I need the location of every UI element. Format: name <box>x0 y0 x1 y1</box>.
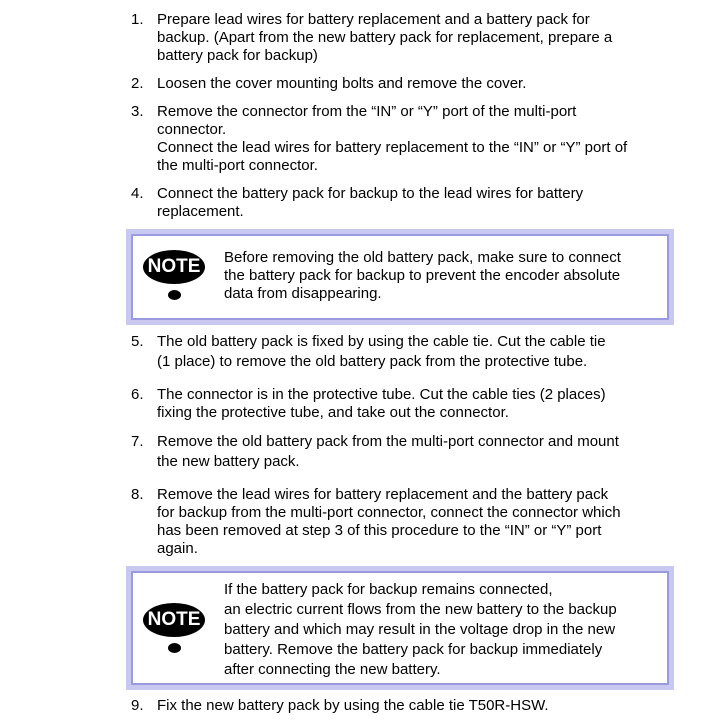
step-number: 7. <box>131 433 144 450</box>
step-number: 2. <box>131 75 144 92</box>
step-text: Remove the old battery pack from the multi-port connector and mount <box>157 433 619 450</box>
step-text: Remove the connector from the “IN” or “Y” port of the multi-port <box>157 103 577 120</box>
note-text: battery. Remove the battery pack for backup immediately <box>224 641 603 658</box>
note-box <box>126 229 674 325</box>
note-icon-label: NOTE <box>147 256 201 277</box>
step-text: has been removed at step 3 of this procedure to the “IN” or “Y” port <box>157 522 602 539</box>
step-number: 8. <box>131 486 144 503</box>
step-text: again. <box>157 540 198 557</box>
step-number: 1. <box>131 11 144 28</box>
step-text: fixing the protective tube, and take out the connector. <box>157 404 509 421</box>
note-icon <box>143 603 207 661</box>
step-text: Fix the new battery pack by using the cable tie T50R-HSW. <box>157 697 549 714</box>
note-text: If the battery pack for backup remains connected, <box>224 581 553 598</box>
step-text: Connect the lead wires for battery replacement to the “IN” or “Y” port of <box>157 139 628 156</box>
step-text: battery pack for backup) <box>157 47 318 64</box>
step-number: 5. <box>131 333 144 350</box>
step-text: connector. <box>157 121 227 138</box>
note-text: an electric current flows from the new battery to the backup <box>224 601 617 618</box>
step-text: the multi-port connector. <box>157 157 318 174</box>
step-number: 6. <box>131 386 144 403</box>
step-text: Loosen the cover mounting bolts and remove the cover. <box>157 75 527 92</box>
step-text: (1 place) to remove the old battery pack from the protective tube. <box>157 353 588 370</box>
step-text: Prepare lead wires for battery replacement and a battery pack for <box>157 11 590 28</box>
note-text: after connecting the new battery. <box>224 661 441 678</box>
step-text: Remove the lead wires for battery replacement and the battery pack <box>157 486 609 503</box>
step-text: the new battery pack. <box>157 453 300 470</box>
step-text: for backup from the multi-port connector, connect the connector which <box>157 504 621 521</box>
note-text: data from disappearing. <box>224 285 382 302</box>
step-text: The connector is in the protective tube. Cut the cable ties (2 places) <box>157 386 606 403</box>
note-icon-label: NOTE <box>147 609 201 630</box>
step-text: backup. (Apart from the new battery pack for replacement, prepare a <box>157 29 613 46</box>
note-text: the battery pack for backup to prevent the encoder absolute <box>224 267 621 284</box>
step-number: 9. <box>131 697 144 714</box>
step-text: The old battery pack is fixed by using the cable tie. Cut the cable tie <box>157 333 606 350</box>
note-text: battery and which may result in the voltage drop in the new <box>224 621 616 638</box>
note-icon <box>143 250 207 308</box>
note-box <box>126 566 674 690</box>
note-text: Before removing the old battery pack, make sure to connect <box>224 249 621 266</box>
step-number: 3. <box>131 103 144 120</box>
step-text: replacement. <box>157 203 244 220</box>
step-number: 4. <box>131 185 144 202</box>
step-text: Connect the battery pack for backup to the lead wires for battery <box>157 185 584 202</box>
